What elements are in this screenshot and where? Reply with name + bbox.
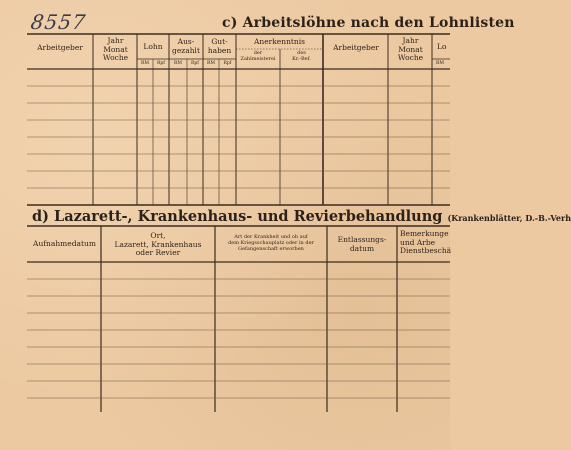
sub-header-rm: RM [436,61,444,66]
sub-header-rpf: Rpf [223,61,232,66]
sub-header-rpf: Rpf [157,61,165,66]
col-header-aufnahmedatum: Aufnahmedatum [33,239,96,248]
col-header-bemerkungen: Bemerkunge und Arbe Dienstbeschä [400,229,452,256]
col-header-jahr-monat-woche-2: Jahr Monat Woche [397,36,424,63]
col-header-art-der-krankheit: Art der Krankheit und ob auf dem Kriegsschauplatz oder in der Gefangenschaft erworben [228,234,314,252]
col-header-lohn-2-partial: Lo [437,42,447,51]
col-header-des-kr-bef: des Kr.-Bef. [292,50,311,62]
section-d-title [32,208,571,225]
sub-header-rm: RM [207,61,215,66]
col-header-arbeitgeber: Arbeitgeber [37,43,83,52]
col-header-ausgezahlt: Aus- gezahlt [172,37,200,55]
section-d-subtitle: (Krankenblätter, D.-B.-Verh [447,213,571,223]
sub-header-rpf: Rpf [191,61,199,66]
sub-header-rm: RM [141,61,149,66]
col-header-arbeitgeber-2: Arbeitgeber [333,43,379,52]
handwritten-form-number: 8557 [29,10,88,34]
col-header-guthaben: Gut- haben [207,37,232,55]
col-header-jahr-monat-woche: Jahr Monat Woche [102,36,129,63]
col-header-entlassungsdatum: Entlassungs- datum [337,235,387,253]
col-header-lohn: Lohn [143,42,163,51]
sub-header-rm: RM [174,61,182,66]
col-header-ort-lazarett: Ort, Lazarett, Krankenhaus oder Revier [114,231,202,258]
section-d-title-text: d) Lazarett-, Krankenhaus- und Revierbehandlung [32,208,443,225]
col-header-der-zahlmeisterei: der Zahlmeisterei [240,50,276,62]
section-c-title: c) Arbeitslöhne nach den Lohnlisten [222,15,515,31]
col-header-anerkenntnis: Anerkenntnis [253,37,305,46]
